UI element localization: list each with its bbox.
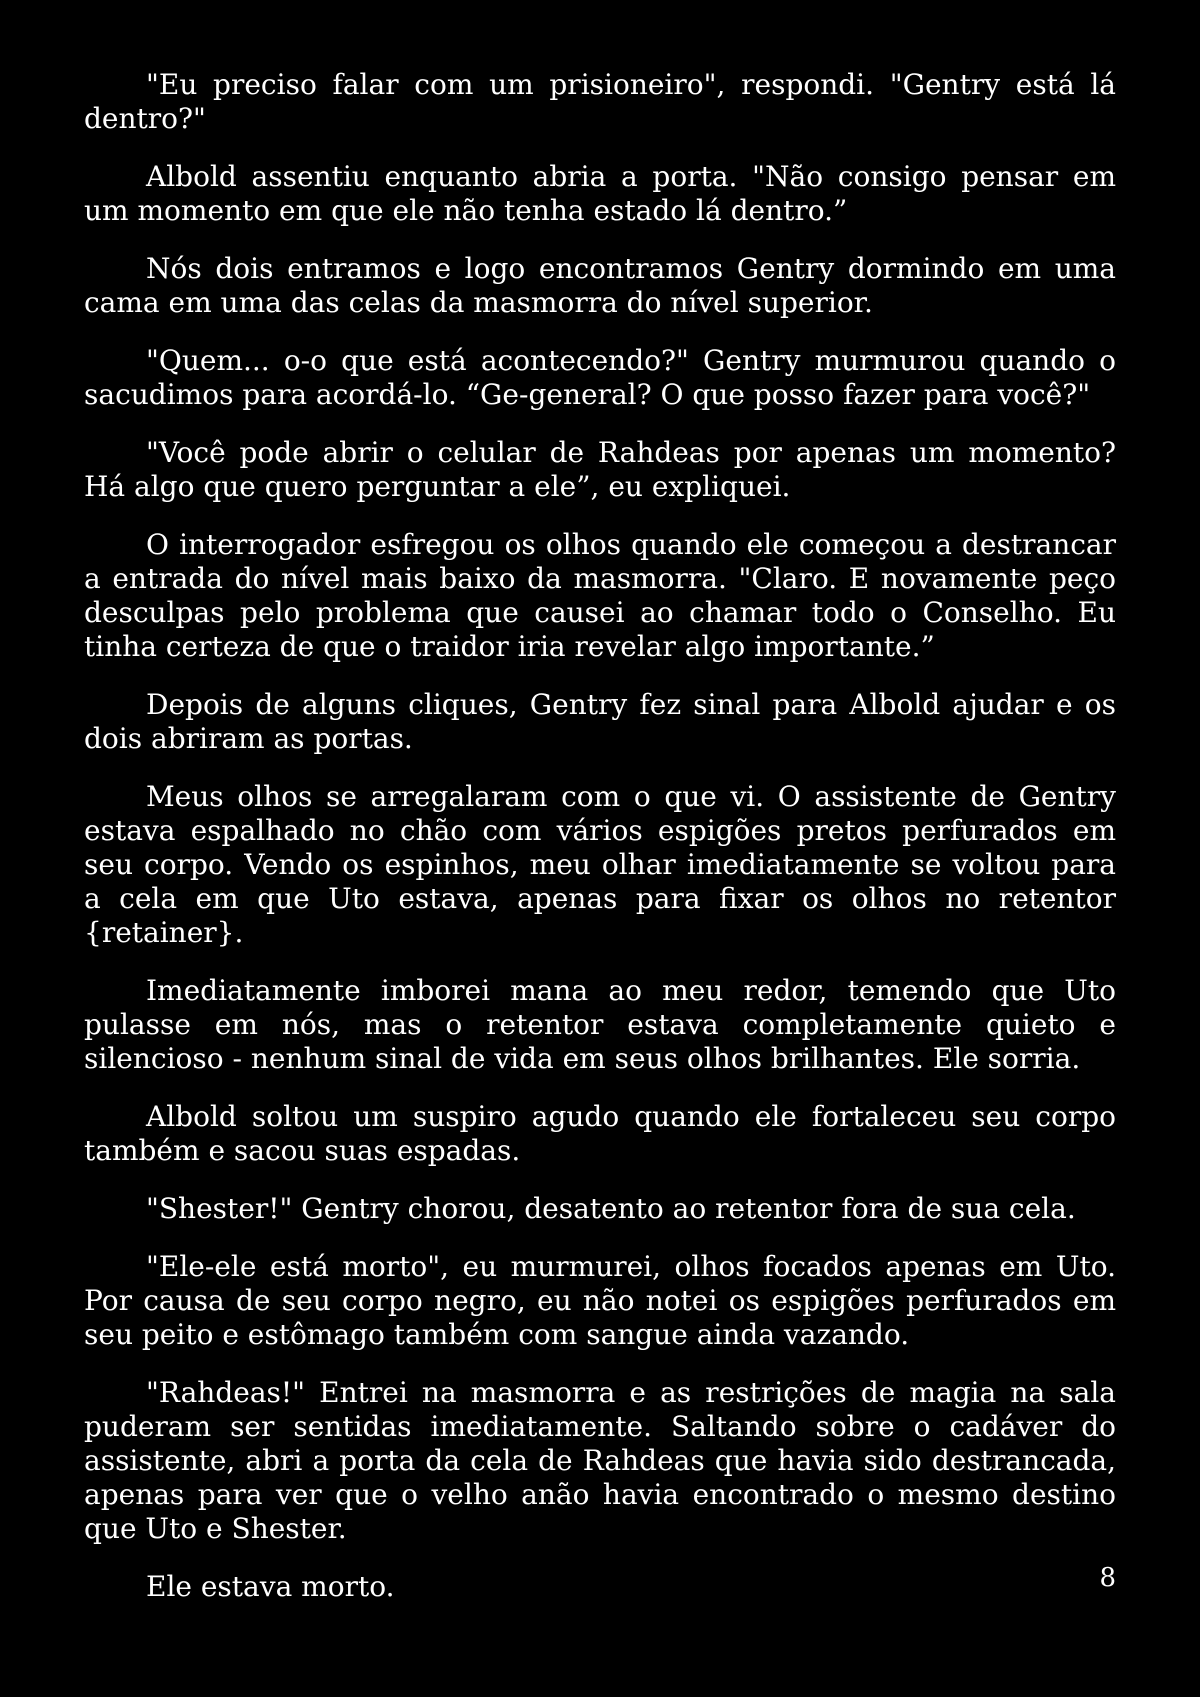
paragraph-12: "Ele-ele está morto", eu murmurei, olhos focados apenas em Uto. Por causa de seu corpo negro, eu não notei os espigões perfurados em seu peito e estômago também com sangue ainda vazando. xyxy=(84,1250,1116,1351)
page-number: 8 xyxy=(1099,1563,1116,1593)
paragraph-8: Meus olhos se arregalaram com o que vi. O assistente de Gentry estava espalhado no chão com vários espigões pretos perfurados em seu corpo. Vendo os espinhos, meu olhar imediatamente se voltou para a cela em que Uto estava, apenas para fixar os olhos no retentor {retainer}. xyxy=(84,780,1116,949)
paragraph-1: "Eu preciso falar com um prisioneiro", respondi. "Gentry está lá dentro?" xyxy=(84,68,1116,135)
paragraph-3: Nós dois entramos e logo encontramos Gentry dormindo em uma cama em uma das celas da masmorra do nível superior. xyxy=(84,252,1116,319)
paragraph-2: Albold assentiu enquanto abria a porta. "Não consigo pensar em um momento em que ele não tenha estado lá dentro.” xyxy=(84,160,1116,227)
paragraph-10: Albold soltou um suspiro agudo quando ele fortaleceu seu corpo também e sacou suas espadas. xyxy=(84,1100,1116,1167)
page-body xyxy=(84,68,1116,1628)
paragraph-14: Ele estava morto. xyxy=(146,1570,395,1603)
paragraph-7: Depois de alguns cliques, Gentry fez sinal para Albold ajudar e os dois abriram as portas. xyxy=(84,688,1116,755)
paragraph-6: O interrogador esfregou os olhos quando ele começou a destrancar a entrada do nível mais baixo da masmorra. "Claro. E novamente peço desculpas pelo problema que causei ao chamar todo o Conselho. Eu tinha certeza de que o traidor iria revelar algo importante.” xyxy=(84,528,1116,663)
paragraph-13: "Rahdeas!" Entrei na masmorra e as restrições de magia na sala puderam ser sentidas imediatamente. Saltando sobre o cadáver do assistente, abri a porta da cela de Rahdeas que havia sido destrancada, apenas para ver que o velho anão havia encontrado o mesmo destino que Uto e Shester. xyxy=(84,1376,1116,1545)
paragraph-9: Imediatamente imborei mana ao meu redor, temendo que Uto pulasse em nós, mas o retentor estava completamente quieto e silencioso - nenhum sinal de vida em seus olhos brilhantes. Ele sorria. xyxy=(84,974,1116,1075)
paragraph-5: "Você pode abrir o celular de Rahdeas por apenas um momento? Há algo que quero perguntar a ele”, eu expliquei. xyxy=(84,436,1116,503)
paragraph-11: "Shester!" Gentry chorou, desatento ao retentor fora de sua cela. xyxy=(146,1192,1076,1225)
paragraph-4: "Quem... o-o que está acontecendo?" Gentry murmurou quando o sacudimos para acordá-lo. “Ge-general? O que posso fazer para você?" xyxy=(84,344,1116,411)
